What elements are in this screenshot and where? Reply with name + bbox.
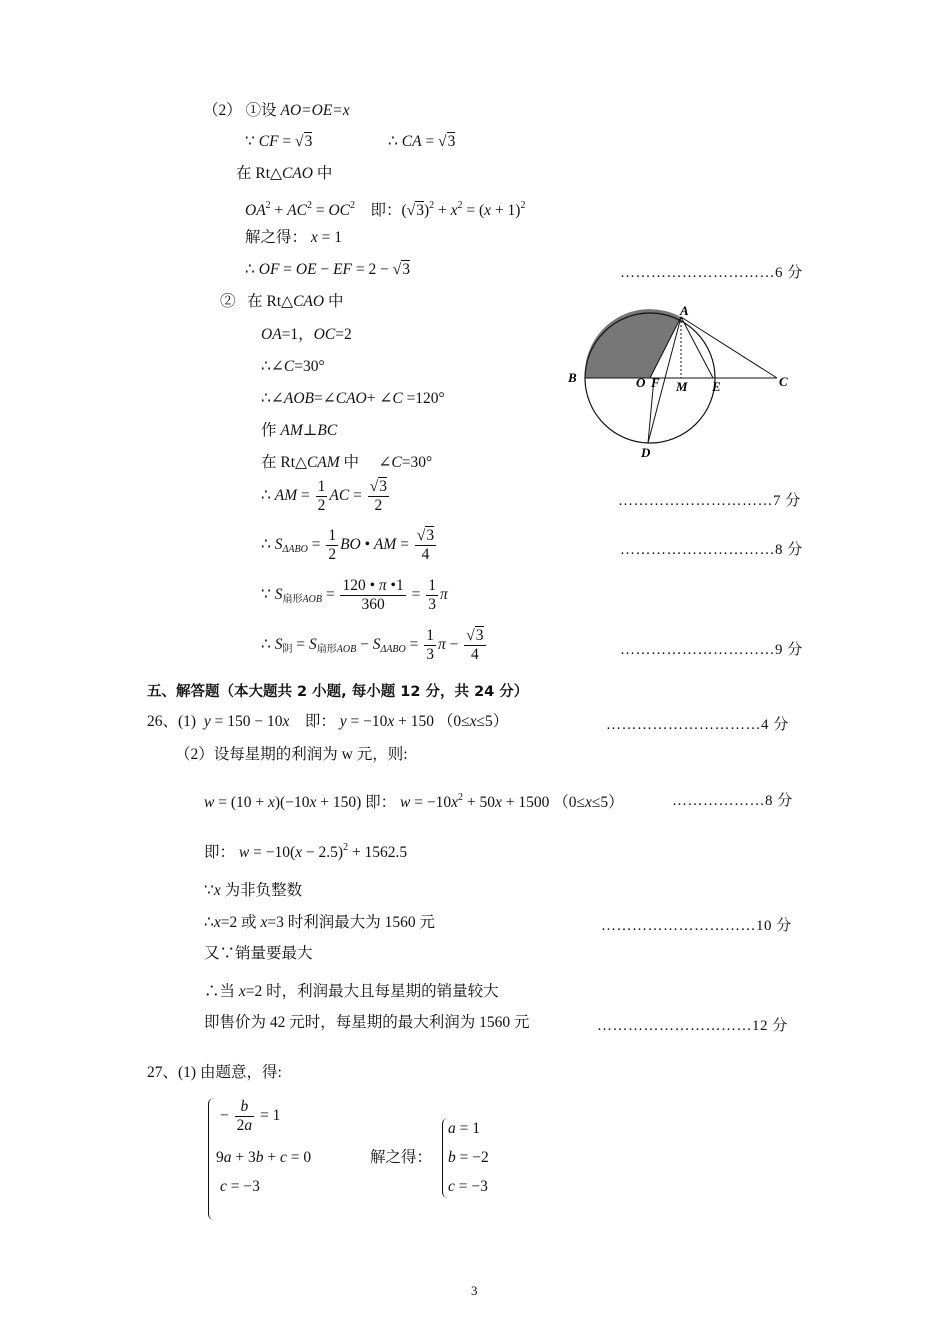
line-setup: （2） ①设 AO=OE=x — [203, 102, 350, 119]
line-cf: ∵ CF = √3 — [245, 133, 313, 150]
sys2-eq3: c = −3 — [448, 1178, 488, 1195]
q26-integer: ∵x 为非负整数 — [204, 882, 303, 899]
line-rt-cao: 在 Rt△CAO 中 — [236, 165, 333, 182]
score-7: …………………………7 分 — [618, 493, 801, 509]
shaded-sector — [585, 309, 681, 378]
sys2-eq2: b = −2 — [448, 1149, 489, 1166]
label-o: O — [636, 375, 646, 390]
line-rt-cam: 在 Rt△CAM 中 ∠C=30° — [261, 454, 433, 471]
label-b: B — [568, 370, 577, 385]
line-ca: ∴ CA = √3 — [388, 133, 456, 150]
sys2-eq1: a = 1 — [448, 1120, 480, 1137]
line-sector: ∵ $S_{扇形AOB}$ = $\frac{120 • \pi •1}{360}$ = $\frac{1}{3}$ π — [261, 577, 448, 613]
line-part2-2: ② 在 Rt△CAO 中 — [220, 293, 344, 310]
score-26-10: …………………………10 分 — [601, 918, 792, 934]
solve-label: 解之得： — [370, 1149, 433, 1166]
line-angle-c: ∴∠C=30° — [261, 358, 325, 375]
label-m: M — [676, 379, 688, 394]
line-shaded: ∴ $S_阴 = S_{扇形AOB} - S_{\Delta ABO}$ = $\frac{1}{3}$ π − $\frac{√3}{4}$ — [261, 627, 484, 663]
page-number: 3 — [471, 1283, 478, 1298]
score-8: …………………………8 分 — [620, 542, 803, 558]
label-d: D — [641, 445, 651, 460]
score-26-4: …………………………4 分 — [606, 717, 789, 733]
label-f: F — [651, 375, 660, 390]
q26-volume: 又∵销量要最大 — [204, 945, 313, 962]
line-solve-x: 解之得： x = 1 — [245, 229, 343, 246]
q26-conclusion: 即售价为 42 元时，每星期的最大利润为 1560 元 — [204, 1014, 530, 1031]
score-26-12: …………………………12 分 — [597, 1018, 788, 1034]
line-ae — [681, 317, 713, 378]
q26-max: ∴x=2 或 x=3 时利润最大为 1560 元 — [204, 914, 436, 931]
section-heading: 五、解答题（本大题共 2 小题, 每小题 12 分，共 24 分） — [147, 684, 529, 700]
q27-intro: 27、(1) 由题意，得: — [147, 1064, 282, 1081]
line-am-value: ∴ AM = $\frac{1}{2}$ AC = $\frac{√3}{2}$ — [261, 478, 387, 514]
line-of: ∴ OF = OE − EF = 2 − √3 — [245, 261, 411, 278]
line-area-abo: ∴ $S_{\Delta ABO}$ = $\frac{1}{2}$ BO • AM = $\frac{√3}{4}$ — [261, 527, 435, 563]
sys1-eq2: 9a + 3b + c = 0 — [216, 1149, 312, 1166]
sys1-eq3: c = −3 — [220, 1178, 260, 1195]
line-pythag: $OA^2 + AC^2 = OC^2$ 即：$(√3)^2 + x^2 = (x + 1)^2$ — [245, 200, 526, 219]
score-9: …………………………9 分 — [620, 642, 803, 658]
q26-when: ∴当 x=2 时，利润最大且每星期的销量较大 — [204, 983, 499, 1000]
label-e: E — [712, 379, 721, 394]
q26-part1: 26、(1) y = 150 − 10x 即： y = −10x + 150 （0≤x≤5） — [147, 713, 509, 730]
sys1-eq1: − $\frac{b}{2a}$ = 1 — [220, 1098, 281, 1134]
line-oa-oc: OA=1，OC=2 — [261, 326, 352, 343]
line-ac — [681, 317, 777, 378]
line-angle-aob: ∴∠AOB=∠CAO+ ∠C =120° — [261, 390, 445, 407]
score-6: …………………………6 分 — [620, 265, 803, 281]
circle-figure — [565, 305, 795, 465]
score-26-8: ………………8 分 — [672, 793, 793, 809]
label-a: A — [680, 305, 689, 318]
label-c: C — [779, 374, 788, 389]
q26-w-expr: w = (10 + x)(−10x + 150) 即： $w = -10x^2 + 50x + 1500$ （0≤x≤5） — [204, 792, 624, 811]
q26-part2: （2）设每星期的利润为 w 元，则: — [175, 746, 408, 763]
line-am-perp: 作 AM⊥BC — [261, 422, 338, 439]
q26-vertex: 即： $w = -10(x - 2.5)^2 + 1562.5$ — [204, 842, 408, 861]
